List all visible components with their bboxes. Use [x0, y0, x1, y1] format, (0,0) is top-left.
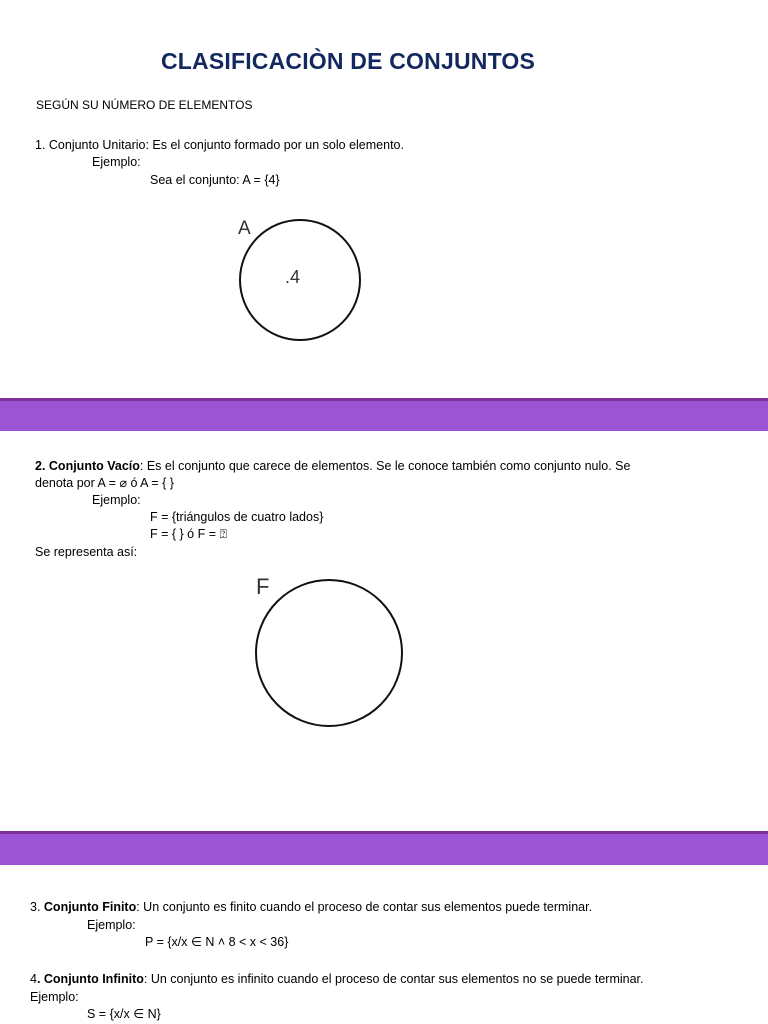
section1-example: Sea el conjunto: A = {4}: [150, 173, 280, 187]
section3-example-label: Ejemplo:: [87, 918, 136, 932]
section4-example-label: Ejemplo:: [30, 990, 79, 1004]
section1-heading: 1. Conjunto Unitario: Es el conjunto formado por un solo elemento.: [35, 138, 404, 152]
section2-definition-line1: : Es el conjunto que carece de elementos. Se le conoce también como conjunto nulo. Se: [139, 459, 631, 473]
section2-example2: F = { } ó F = ⍰: [150, 527, 227, 541]
set-f-label: F: [256, 574, 270, 599]
section2-example-label: Ejemplo:: [92, 493, 141, 507]
section4-example: S = {x/x ∈ N}: [87, 1007, 161, 1021]
section2-definition-line2: denota por A = ⌀ ó A = { }: [35, 476, 174, 490]
section2-number: 2.: [35, 459, 49, 473]
section-divider-2: [0, 831, 768, 865]
page-title: CLASIFICACIÒN DE CONJUNTOS: [160, 48, 536, 74]
section3-definition-text: : Un conjunto es finito cuando el proceso de contar sus elementos puede terminar.: [136, 900, 593, 914]
section3-term: Conjunto Finito: [43, 900, 137, 914]
section2-term: Conjunto Vacío: [48, 459, 140, 473]
section4-definition: [30, 971, 750, 988]
subtitle: SEGÚN SU NÚMERO DE ELEMENTOS: [36, 98, 253, 112]
section4-number: 4: [30, 972, 37, 986]
section1-example-label: Ejemplo:: [92, 155, 141, 169]
section3-number: 3.: [30, 900, 44, 914]
set-a-label: A: [238, 218, 251, 239]
section3-example: P = {x/x ∈ N ˄ 8 < x < 36}: [145, 935, 289, 949]
section-divider-1: [0, 398, 768, 431]
section2-represent: Se representa así:: [35, 545, 138, 559]
section3-definition: [30, 899, 750, 916]
section2-definition: [35, 458, 735, 492]
section2-example1: F = {triángulos de cuatro lados}: [150, 510, 324, 524]
set-a-element: .4: [285, 267, 301, 287]
set-f-circle: [250, 572, 410, 732]
section4-definition-text: : Un conjunto es infinito cuando el proceso de contar sus elementos no se puede terminar.: [143, 972, 644, 986]
set-a-circle: [232, 212, 372, 352]
section4-term: . Conjunto Infinito: [36, 972, 144, 986]
